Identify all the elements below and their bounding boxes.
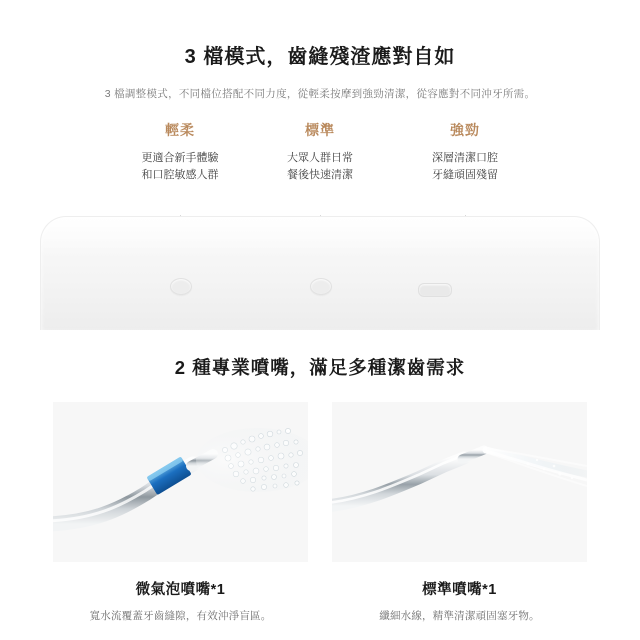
mode-description: [100, 150, 260, 183]
mode-description: [385, 150, 545, 183]
water-flosser-body-image: [40, 216, 600, 330]
nozzle-caption: 微氣泡噴嘴*1: [135, 582, 226, 598]
nozzle-card-list: [0, 402, 640, 623]
mode-name: 強勁: [450, 122, 480, 138]
page-title: 3 檔模式，齒縫殘渣應對自如: [184, 46, 456, 68]
mode-description-line2: 和口腔敏感人群: [141, 168, 219, 181]
mode-description: [240, 150, 400, 183]
mode-name: 輕柔: [165, 122, 195, 138]
mode-description-line1: 深層清潔口腔: [432, 152, 498, 164]
mode-item-strong: [385, 120, 545, 183]
section-subtitle: 3 檔調整模式，不同檔位搭配不同力度，從輕柔按摩到強勁清潔，從容應對不同沖牙所需。: [104, 88, 536, 100]
micro-bubble-nozzle-photo: [53, 402, 308, 562]
device-highlight: [41, 217, 599, 257]
mode-button-left-icon: [170, 278, 192, 295]
mode-button-middle-icon: [310, 278, 332, 295]
mode-name: 標準: [305, 122, 335, 138]
power-button-icon: [418, 283, 452, 297]
standard-nozzle-illustration: [332, 402, 587, 562]
nozzle-card-standard: [332, 402, 587, 623]
nozzles-title: 2 種專業噴嘴，滿足多種潔齒需求: [174, 357, 466, 378]
micro-bubble-nozzle-illustration: [53, 402, 308, 562]
nozzle-description: 纖細水線，精準清潔頑固塞牙物。: [379, 610, 540, 622]
nozzle-card-micro-bubble: [53, 402, 308, 623]
mode-item-standard: [240, 120, 400, 183]
standard-nozzle-photo: [332, 402, 587, 562]
mode-description-line2: 餐後快速清潔: [287, 168, 353, 181]
mode-item-gentle: [100, 120, 260, 183]
nozzles-section: [0, 330, 640, 640]
nozzle-caption: 標準噴嘴*1: [422, 582, 497, 598]
mode-description-line1: 更適合新手體驗: [141, 152, 219, 164]
mode-description-line1: 大眾人群日常: [287, 152, 353, 164]
mode-list: [0, 120, 640, 215]
nozzle-description: 寬水流覆蓋牙齒縫隙，有效沖淨盲區。: [89, 610, 272, 622]
mode-description-line2: 牙縫頑固殘留: [432, 168, 498, 181]
